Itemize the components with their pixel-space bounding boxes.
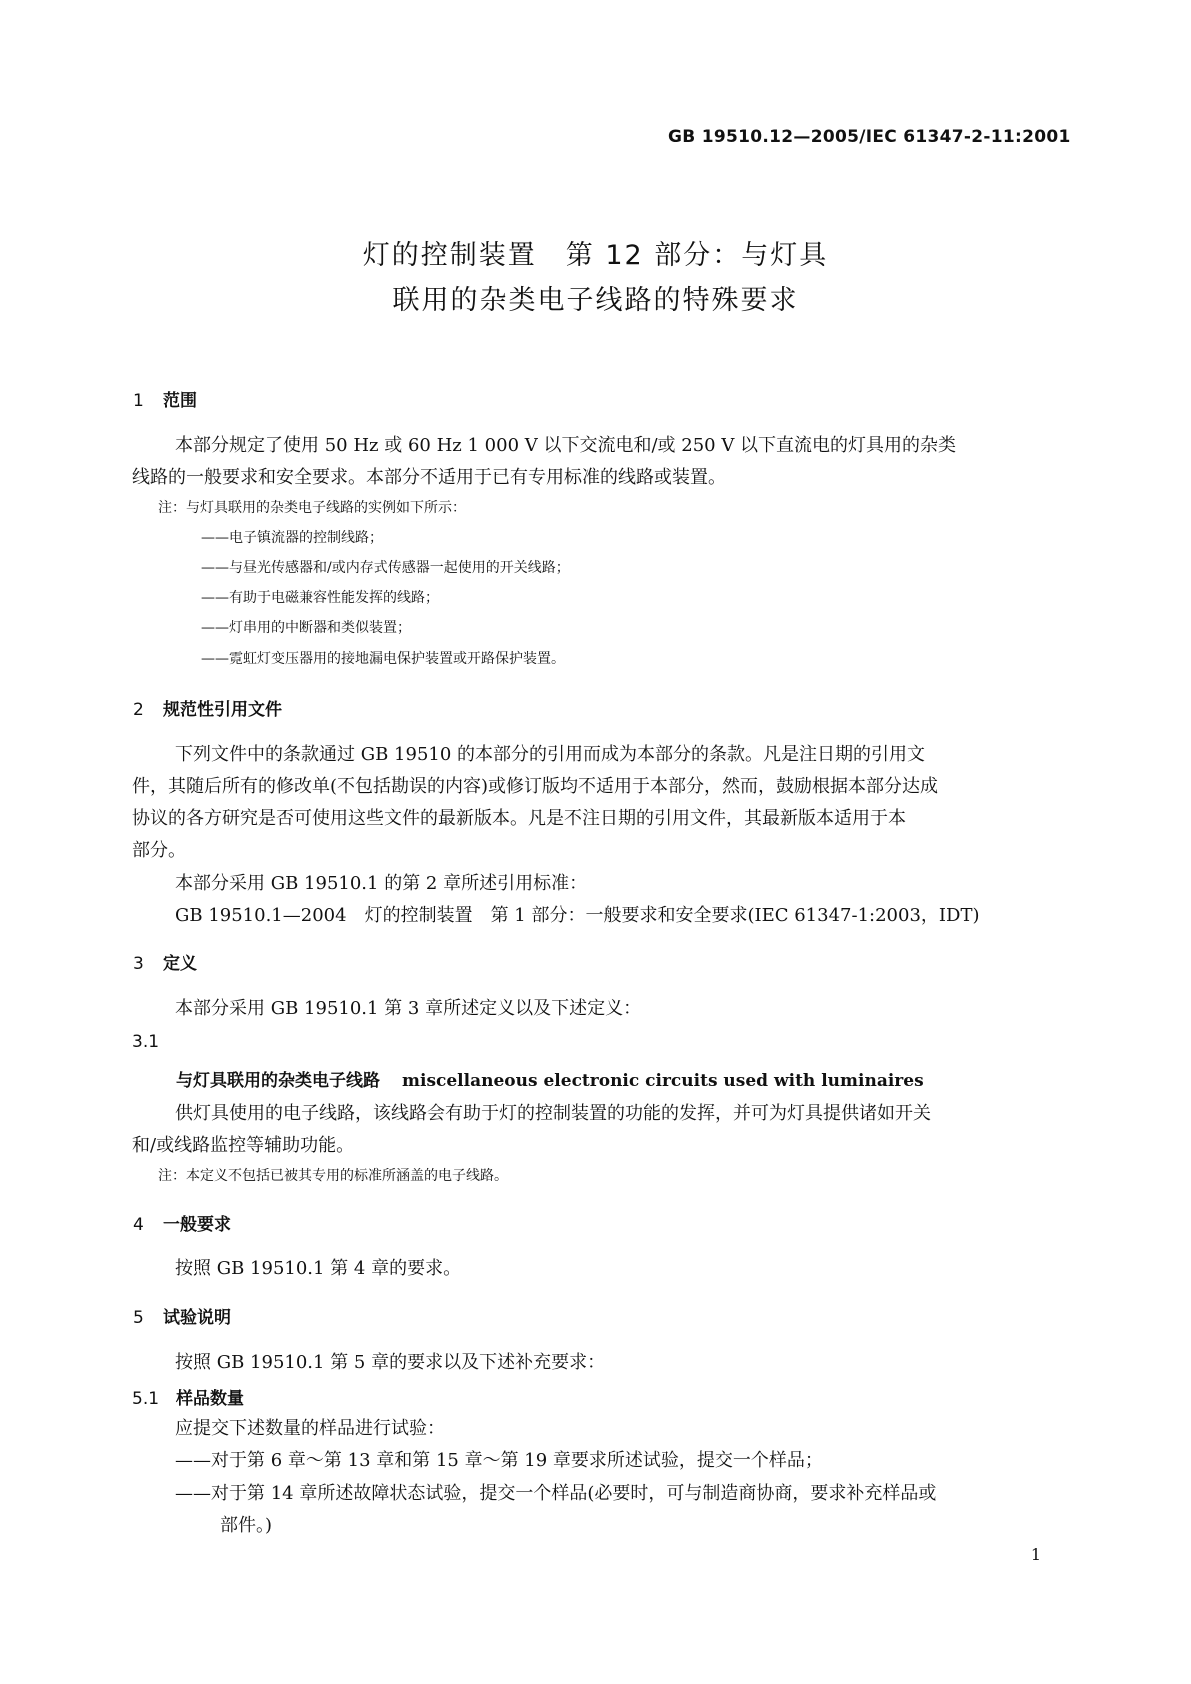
normative-reference: GB 19510.1—2004 灯的控制装置 第 1 部分：一般要求和安全要求(IEC 61347-1:2003，IDT) xyxy=(175,905,980,926)
clause-3-1-number: 3.1 xyxy=(132,1032,160,1052)
clause-5-1-para: 应提交下述数量的样品进行试验： xyxy=(175,1418,445,1439)
definition-line2: 和/或线路监控等辅助功能。 xyxy=(132,1135,355,1156)
standard-number: GB 19510.12—2005/IEC 61347-2-11:2001 xyxy=(668,127,1071,147)
clause-5-1-title: 样品数量 xyxy=(176,1389,244,1409)
section-4-para: 按照 GB 19510.1 第 4 章的要求。 xyxy=(175,1258,462,1279)
sample-item-1: ——对于第 6 章～第 13 章和第 15 章～第 19 章要求所述试验，提交一个样品； xyxy=(175,1450,823,1471)
section-1-number: 1 xyxy=(133,391,144,411)
section-1-heading xyxy=(133,386,197,411)
document-title-line1: 灯的控制装置 第 12 部分：与灯具 xyxy=(362,240,829,271)
section-4-number: 4 xyxy=(133,1215,144,1235)
example-item: ——电子镇流器的控制线路； xyxy=(201,530,383,546)
definition-term-cn: 与灯具联用的杂类电子线路 xyxy=(176,1071,380,1091)
section-3-number: 3 xyxy=(133,954,144,974)
section-3-title: 定义 xyxy=(163,954,197,974)
section-2-title: 规范性引用文件 xyxy=(163,700,282,720)
definition-term xyxy=(176,1066,924,1091)
example-item: ——与昼光传感器和/或内存式传感器一起使用的开关线路； xyxy=(201,560,570,576)
sample-item-2-line2: 部件。) xyxy=(220,1515,273,1536)
section-1-para-line2: 线路的一般要求和安全要求。本部分不适用于已有专用标准的线路或装置。 xyxy=(132,467,726,488)
example-item: ——有助于电磁兼容性能发挥的线路； xyxy=(201,590,439,606)
section-2-para-line4: 部分。 xyxy=(132,840,186,861)
section-4-title: 一般要求 xyxy=(163,1215,231,1235)
section-1-note: 注：与灯具联用的杂类电子线路的实例如下所示： xyxy=(158,500,466,516)
section-2-para-line3: 协议的各方研究是否可使用这些文件的最新版本。凡是不注日期的引用文件，其最新版本适用于本 xyxy=(132,808,906,829)
section-4-heading xyxy=(133,1210,231,1235)
example-item: ——霓虹灯变压器用的接地漏电保护装置或开路保护装置。 xyxy=(201,651,565,667)
clause-5-1-number: 5.1 xyxy=(132,1389,160,1409)
section-5-heading xyxy=(133,1303,231,1328)
section-5-number: 5 xyxy=(133,1308,144,1328)
section-3-para: 本部分采用 GB 19510.1 第 3 章所述定义以及下述定义： xyxy=(175,998,642,1019)
section-1-para-line1: 本部分规定了使用 50 Hz 或 60 Hz 1 000 V 以下交流电和/或 250 V 以下直流电的灯具用的杂类 xyxy=(175,435,957,456)
clause-5-1-heading xyxy=(132,1384,244,1409)
document-title-line2: 联用的杂类电子线路的特殊要求 xyxy=(392,285,799,316)
example-item: ——灯串用的中断器和类似装置； xyxy=(201,620,411,636)
section-2-para-line1: 下列文件中的条款通过 GB 19510 的本部分的引用而成为本部分的条款。凡是注日期的引用文 xyxy=(175,744,926,765)
section-2-para-line2: 件，其随后所有的修改单(不包括勘误的内容)或修订版均不适用于本部分，然而，鼓励根据本部分达成 xyxy=(132,776,939,797)
section-5-para: 按照 GB 19510.1 第 5 章的要求以及下述补充要求： xyxy=(175,1352,606,1373)
definition-line1: 供灯具使用的电子线路，该线路会有助于灯的控制装置的功能的发挥，并可为灯具提供诸如开关 xyxy=(175,1103,931,1124)
section-2-number: 2 xyxy=(133,700,144,720)
section-2-para2: 本部分采用 GB 19510.1 的第 2 章所述引用标准： xyxy=(175,873,588,894)
definition-term-en: miscellaneous electronic circuits used with luminaires xyxy=(402,1071,924,1091)
section-5-title: 试验说明 xyxy=(163,1308,231,1328)
sample-item-2-line1: ——对于第 14 章所述故障状态试验，提交一个样品(必要时，可与制造商协商，要求补充样品或 xyxy=(175,1483,937,1504)
section-3-note: 注：本定义不包括已被其专用的标准所涵盖的电子线路。 xyxy=(158,1168,508,1184)
section-2-heading xyxy=(133,695,282,720)
section-1-title: 范围 xyxy=(163,391,197,411)
page-number: 1 xyxy=(1030,1545,1041,1564)
section-3-heading xyxy=(133,949,197,974)
